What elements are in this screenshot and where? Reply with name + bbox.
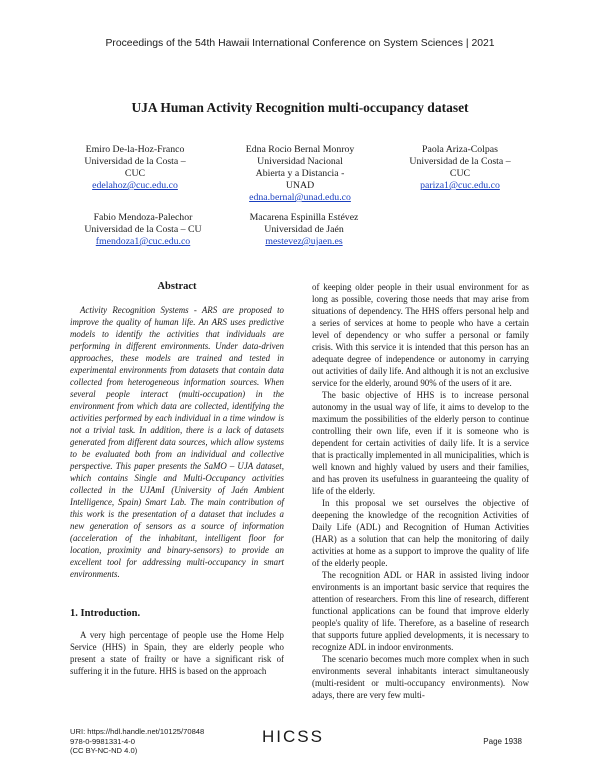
author-name: Macarena Espinilla Estévez	[249, 212, 359, 223]
author-block	[78, 212, 208, 248]
author-name: Edna Rocio Bernal Monroy	[245, 144, 355, 155]
author-name: Paola Ariza-Colpas	[422, 144, 498, 155]
footer-isbn: 978-0-9981331-4-0	[70, 736, 136, 746]
author-block	[70, 144, 200, 192]
author-name: Emiro De-la-Hoz-Franco	[85, 144, 185, 155]
paper-title: UJA Human Activity Recognition multi-occupancy dataset	[131, 100, 469, 115]
intro-heading: 1. Introduction.	[70, 608, 141, 619]
author-affiliation: Universidad de Jaén	[264, 224, 344, 235]
author-affiliation: Universidad de la Costa –	[84, 156, 186, 167]
author-affiliation: Universidad de la Costa –	[409, 156, 511, 167]
proceedings-header: Proceedings of the 54th Hawaii International Conference on System Sciences | 2021	[105, 38, 495, 49]
hicss-logo: HICSS	[262, 727, 324, 746]
right-column	[312, 281, 529, 701]
author-name: Fabio Mendoza-Palechor	[93, 212, 193, 223]
author-email-link[interactable]: edna.bernal@unad.edu.co	[249, 192, 351, 203]
author-affiliation: Abierta y a Distancia -	[255, 168, 345, 179]
body-paragraph: The scenario becomes much more complex when in such environments several inhabitants interact simultaneously (multi-resident or multi-occupancy environments). Now adays, there are very few multi-	[312, 654, 529, 700]
author-affiliation: CUC	[449, 168, 471, 179]
author-affiliation: Universidad Nacional	[257, 156, 343, 167]
body-paragraph: The basic objective of HHS is to increase personal autonomy in the usual way of life, it aims to develop to the maximum the possibilities of the elderly person to continue controlling their own life, even if it is someone who is dependent for certain activities of daily life. It is a service that is practically implemented in all municipalities, which is well known and highly valued by users and their families, and has proven its usefulness in guaranteeing the quality of life of the elderly.	[312, 390, 529, 496]
footer-citation	[70, 727, 204, 756]
left-column	[70, 281, 284, 677]
footer-uri-link[interactable]: URI: https://hdl.handle.net/10125/70848	[70, 727, 205, 736]
author-email-link[interactable]: mestevez@ujaen.es	[265, 236, 343, 247]
author-email-link[interactable]: fmendoza1@cuc.edu.co	[95, 236, 191, 247]
author-email-link[interactable]: edelahoz@cuc.edu.co	[92, 180, 178, 191]
author-affiliation: UNAD	[285, 180, 315, 191]
author-block	[234, 144, 366, 204]
author-block	[390, 144, 530, 192]
author-email-link[interactable]: pariza1@cuc.edu.co	[420, 180, 500, 191]
body-paragraph: of keeping older people in their usual environment for as long as possible, covering those needs that may arise from situations of dependency. The HHS offers personal help and a series of services at home to people who have a certain level of dependency or who suffer a personal or family crisis. With this service it is intended that this person has an adequate degree of independence or autonomy in carrying out activities of daily life. And although it is not an exclusive service for the elderly, around 90% of the users of it are.	[312, 282, 529, 388]
body-paragraph: The recognition ADL or HAR in assisted living indoor environments is an important basic service that requires the attention of researchers. From this line of research, different functional applications can be found that improve elderly people's quality of life. Therefore, as a baseline of research that supports future applied developments, it is necessary to recognize ADL in indoor environments.	[312, 570, 529, 652]
author-affiliation: Universidad de la Costa – CU	[84, 224, 202, 235]
abstract-heading: Abstract	[157, 281, 197, 292]
abstract-text: Activity Recognition Systems - ARS are proposed to improve the quality of human life. An ARS uses predictive models to identify the activities that individuals are performing in different environments. Under data-driven approaches, these models are trained and tested in experimental environments from datasets that contain data collected from heterogeneous information sources. When several people interact (multi-occupation) in the environment from which data are collected, identifying the activities performed by each individual in a time window is not a trivial task. In addition, there is a lack of datasets generated from different data sources, which allow systems to be evaluated both from an individual and collective perspective. This paper presents the SaMO – UJA dataset, which contains Single and Multi-Occupancy activities collected in the UJAmI (University of Jaén Ambient Intelligence, Spain) Smart Lab. The main contribution of this work is the presentation of a dataset that includes a new generation of sensors as a source of information (acceleration of the inhabitant, intelligent floor for location, proximity and binary-sensors) to provide an excellent tool for addressing multi-occupancy in smart environments.	[70, 305, 284, 579]
author-affiliation: CUC	[124, 168, 146, 179]
body-paragraph: In this proposal we set ourselves the objective of deepening the knowledge of the recognition Activities of Daily Life (ADL) and Recognition of Human Activities (HAR) as a solution that can help the monitoring of daily activities at home as a support to improve the quality of life of the elderly people.	[312, 498, 529, 568]
author-block	[240, 212, 368, 248]
footer-license: (CC BY-NC-ND 4.0)	[70, 746, 138, 756]
intro-paragraph: A very high percentage of people use the Home Help Service (HHS) in Spain, they are elderly people who present a state of frailty or have a significant risk of suffering it in the future. HHS is based on the approach	[70, 630, 284, 676]
page-number: Page 1938	[483, 737, 522, 746]
